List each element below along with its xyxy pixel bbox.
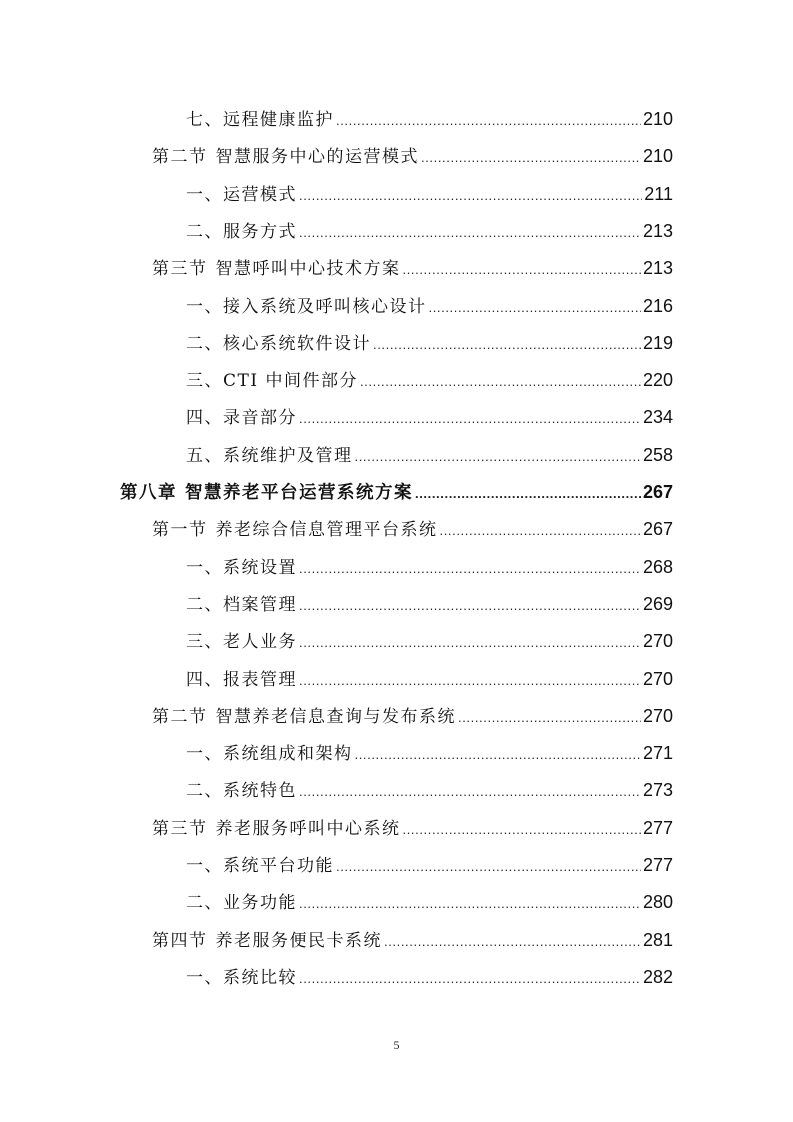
toc-entry-label — [186, 627, 297, 657]
toc-entry-label — [186, 180, 297, 210]
toc-entry-title: 系统维护及管理 — [223, 445, 353, 466]
toc-entry-page: 277 — [642, 817, 673, 838]
toc-entry-page: 268 — [642, 556, 673, 577]
toc-entry-label — [152, 515, 438, 545]
toc-subsection-entry[interactable] — [186, 104, 673, 134]
toc-entry-title: 系统平台功能 — [223, 856, 334, 876]
toc-entry-title: 系统设置 — [223, 557, 297, 578]
toc-entry-label — [186, 329, 371, 359]
toc-entry-title: 录音部分 — [223, 408, 297, 429]
toc-entry-page: 269 — [642, 593, 673, 614]
toc-entry-label — [152, 142, 419, 172]
toc-entry-title: 核心系统软件设计 — [223, 333, 371, 354]
toc-entry-label — [186, 105, 334, 135]
toc-subsection-entry[interactable] — [186, 962, 673, 992]
toc-entry-label — [152, 254, 401, 284]
toc-entry-page: 267 — [642, 482, 673, 502]
toc-entry-label — [152, 814, 401, 844]
toc-subsection-entry[interactable] — [186, 775, 673, 805]
toc-entry-number: 一、 — [186, 184, 223, 205]
toc-entry-title: 养老服务呼叫中心系统 — [215, 818, 401, 839]
toc-entry-label — [186, 963, 297, 993]
toc-entry-label — [186, 441, 353, 471]
toc-entry-label — [186, 590, 297, 620]
toc-entry-page: 210 — [642, 109, 673, 129]
toc-entry-page: 273 — [642, 780, 673, 801]
toc-entry-number: 三、 — [186, 371, 223, 392]
toc-entry-title: 智慧服务中心的运营模式 — [215, 147, 419, 168]
toc-entry-label — [120, 478, 413, 508]
toc-section-entry[interactable] — [152, 253, 673, 283]
dot-leader — [440, 516, 641, 546]
toc-subsection-entry[interactable] — [186, 626, 673, 656]
toc-subsection-entry[interactable] — [186, 887, 673, 917]
toc-entry-number: 七、 — [186, 110, 223, 130]
toc-entry-number: 第三节 — [152, 259, 208, 280]
dot-leader — [299, 591, 641, 621]
toc-entry-page: 281 — [642, 929, 673, 950]
dot-leader — [299, 628, 641, 658]
toc-entry-label — [186, 665, 297, 695]
toc-entry-page: 270 — [642, 631, 673, 652]
toc-entry-title: 系统特色 — [223, 781, 297, 802]
toc-entry-page: 220 — [642, 370, 673, 391]
toc-entry-label — [186, 217, 297, 247]
toc-entry-page: 271 — [642, 743, 673, 764]
toc-entry-number: 四、 — [186, 408, 223, 429]
toc-entry-page: 219 — [642, 332, 673, 353]
toc-entry-title: CTI 中间件部分 — [223, 371, 358, 392]
page-number: 5 — [393, 1038, 400, 1052]
toc-entry-label — [186, 403, 297, 433]
toc-entry-number: 二、 — [186, 893, 223, 914]
toc-entry-number: 三、 — [186, 632, 223, 653]
toc-entry-label — [152, 702, 456, 732]
toc-entry-number: 二、 — [186, 333, 223, 354]
toc-entry-page: 211 — [644, 183, 673, 204]
toc-entry-page: 258 — [642, 444, 673, 465]
dot-leader — [458, 703, 641, 733]
toc-entry-number: 二、 — [186, 221, 223, 242]
dot-leader — [299, 964, 641, 994]
toc-section-entry[interactable] — [152, 701, 673, 731]
toc-entry-number: 一、 — [186, 744, 223, 765]
toc-chapter-entry[interactable] — [120, 477, 673, 507]
toc-subsection-entry[interactable] — [186, 365, 673, 395]
toc-subsection-entry[interactable] — [186, 402, 673, 432]
dot-leader — [403, 815, 641, 845]
toc-entry-number: 第一节 — [152, 520, 208, 541]
dot-leader — [355, 442, 641, 472]
toc-entry-number: 第八章 — [120, 483, 177, 503]
dot-leader — [415, 479, 641, 509]
toc-entry-title: 接入系统及呼叫核心设计 — [223, 296, 427, 317]
toc-subsection-entry[interactable] — [186, 440, 673, 470]
dot-leader — [421, 143, 641, 173]
dot-leader — [373, 330, 641, 360]
toc-entry-label — [186, 739, 353, 769]
toc-entry-title: 档案管理 — [223, 594, 297, 615]
toc-entry-title: 养老综合信息管理平台系统 — [215, 520, 438, 541]
dot-leader — [360, 367, 641, 397]
dot-leader — [299, 181, 642, 211]
toc-subsection-entry[interactable] — [186, 328, 673, 358]
toc-entry-number: 二、 — [186, 594, 223, 615]
toc-entry-label — [186, 776, 297, 806]
toc-entry-title: 业务功能 — [223, 893, 297, 914]
toc-entry-label — [186, 292, 427, 322]
toc-entry-title: 报表管理 — [223, 669, 297, 690]
dot-leader — [299, 777, 641, 807]
toc-entry-title: 远程健康监护 — [223, 110, 334, 130]
toc-entry-page: 280 — [642, 892, 673, 913]
toc-entry-number: 一、 — [186, 967, 223, 988]
toc-subsection-entry[interactable] — [186, 216, 673, 246]
dot-leader — [299, 554, 641, 584]
toc-entry-label — [186, 366, 358, 396]
toc-entry-label — [152, 926, 382, 956]
toc-entry-label — [186, 888, 297, 918]
toc-entry-number: 第二节 — [152, 706, 208, 727]
toc-entry-title: 系统组成和架构 — [223, 744, 353, 765]
toc-entry-title: 运营模式 — [223, 184, 297, 205]
toc-entry-number: 一、 — [186, 557, 223, 578]
toc-entry-page: 213 — [642, 258, 673, 279]
toc-entry-page: 234 — [642, 407, 673, 428]
toc-subsection-entry[interactable] — [186, 664, 673, 694]
toc-section-entry[interactable] — [152, 925, 673, 955]
toc-entry-number: 五、 — [186, 445, 223, 466]
toc-entry-title: 系统比较 — [223, 967, 297, 988]
toc-subsection-entry[interactable] — [186, 589, 673, 619]
toc-entry-number: 四、 — [186, 669, 223, 690]
toc-entry-page: 270 — [642, 668, 673, 689]
toc-subsection-entry[interactable] — [186, 291, 673, 321]
toc-entry-title: 智慧养老平台运营系统方案 — [185, 483, 413, 503]
toc-entry-page: 216 — [642, 295, 673, 316]
toc-entry-page: 267 — [642, 519, 673, 540]
dot-leader — [336, 852, 641, 882]
toc-section-entry[interactable] — [152, 813, 673, 843]
toc-entry-number: 第四节 — [152, 930, 208, 951]
toc-entry-label — [186, 553, 297, 583]
dot-leader — [299, 404, 641, 434]
toc-entry-title: 智慧养老信息查询与发布系统 — [215, 706, 456, 727]
toc-entry-number: 二、 — [186, 781, 223, 802]
toc-subsection-entry[interactable] — [186, 179, 673, 209]
toc-entry-number: 一、 — [186, 296, 223, 317]
toc-entry-number: 第三节 — [152, 818, 208, 839]
toc-entry-title: 服务方式 — [223, 221, 297, 242]
dot-leader — [299, 218, 641, 248]
toc-section-entry[interactable] — [152, 514, 673, 544]
toc-entry-number: 第二节 — [152, 147, 208, 168]
dot-leader — [336, 106, 641, 136]
dot-leader — [299, 666, 641, 696]
toc-entry-label — [186, 851, 334, 881]
dot-leader — [429, 293, 641, 323]
toc-entry-page: 270 — [642, 705, 673, 726]
toc-entry-page: 210 — [642, 146, 673, 167]
toc-subsection-entry[interactable] — [186, 552, 673, 582]
toc-entry-title: 智慧呼叫中心技术方案 — [215, 259, 401, 280]
toc-entry-page: 277 — [642, 855, 673, 875]
toc-section-entry[interactable] — [152, 141, 673, 171]
toc-entry-title: 老人业务 — [223, 632, 297, 653]
dot-leader — [355, 740, 641, 770]
dot-leader — [403, 255, 641, 285]
dot-leader — [299, 889, 641, 919]
toc-entry-page: 282 — [642, 966, 673, 987]
dot-leader — [384, 927, 641, 957]
toc-entry-page: 213 — [642, 220, 673, 241]
toc-entry-number: 一、 — [186, 856, 223, 876]
toc-subsection-entry[interactable] — [186, 850, 673, 880]
toc-entry-title: 养老服务便民卡系统 — [215, 930, 382, 951]
toc-subsection-entry[interactable] — [186, 738, 673, 768]
